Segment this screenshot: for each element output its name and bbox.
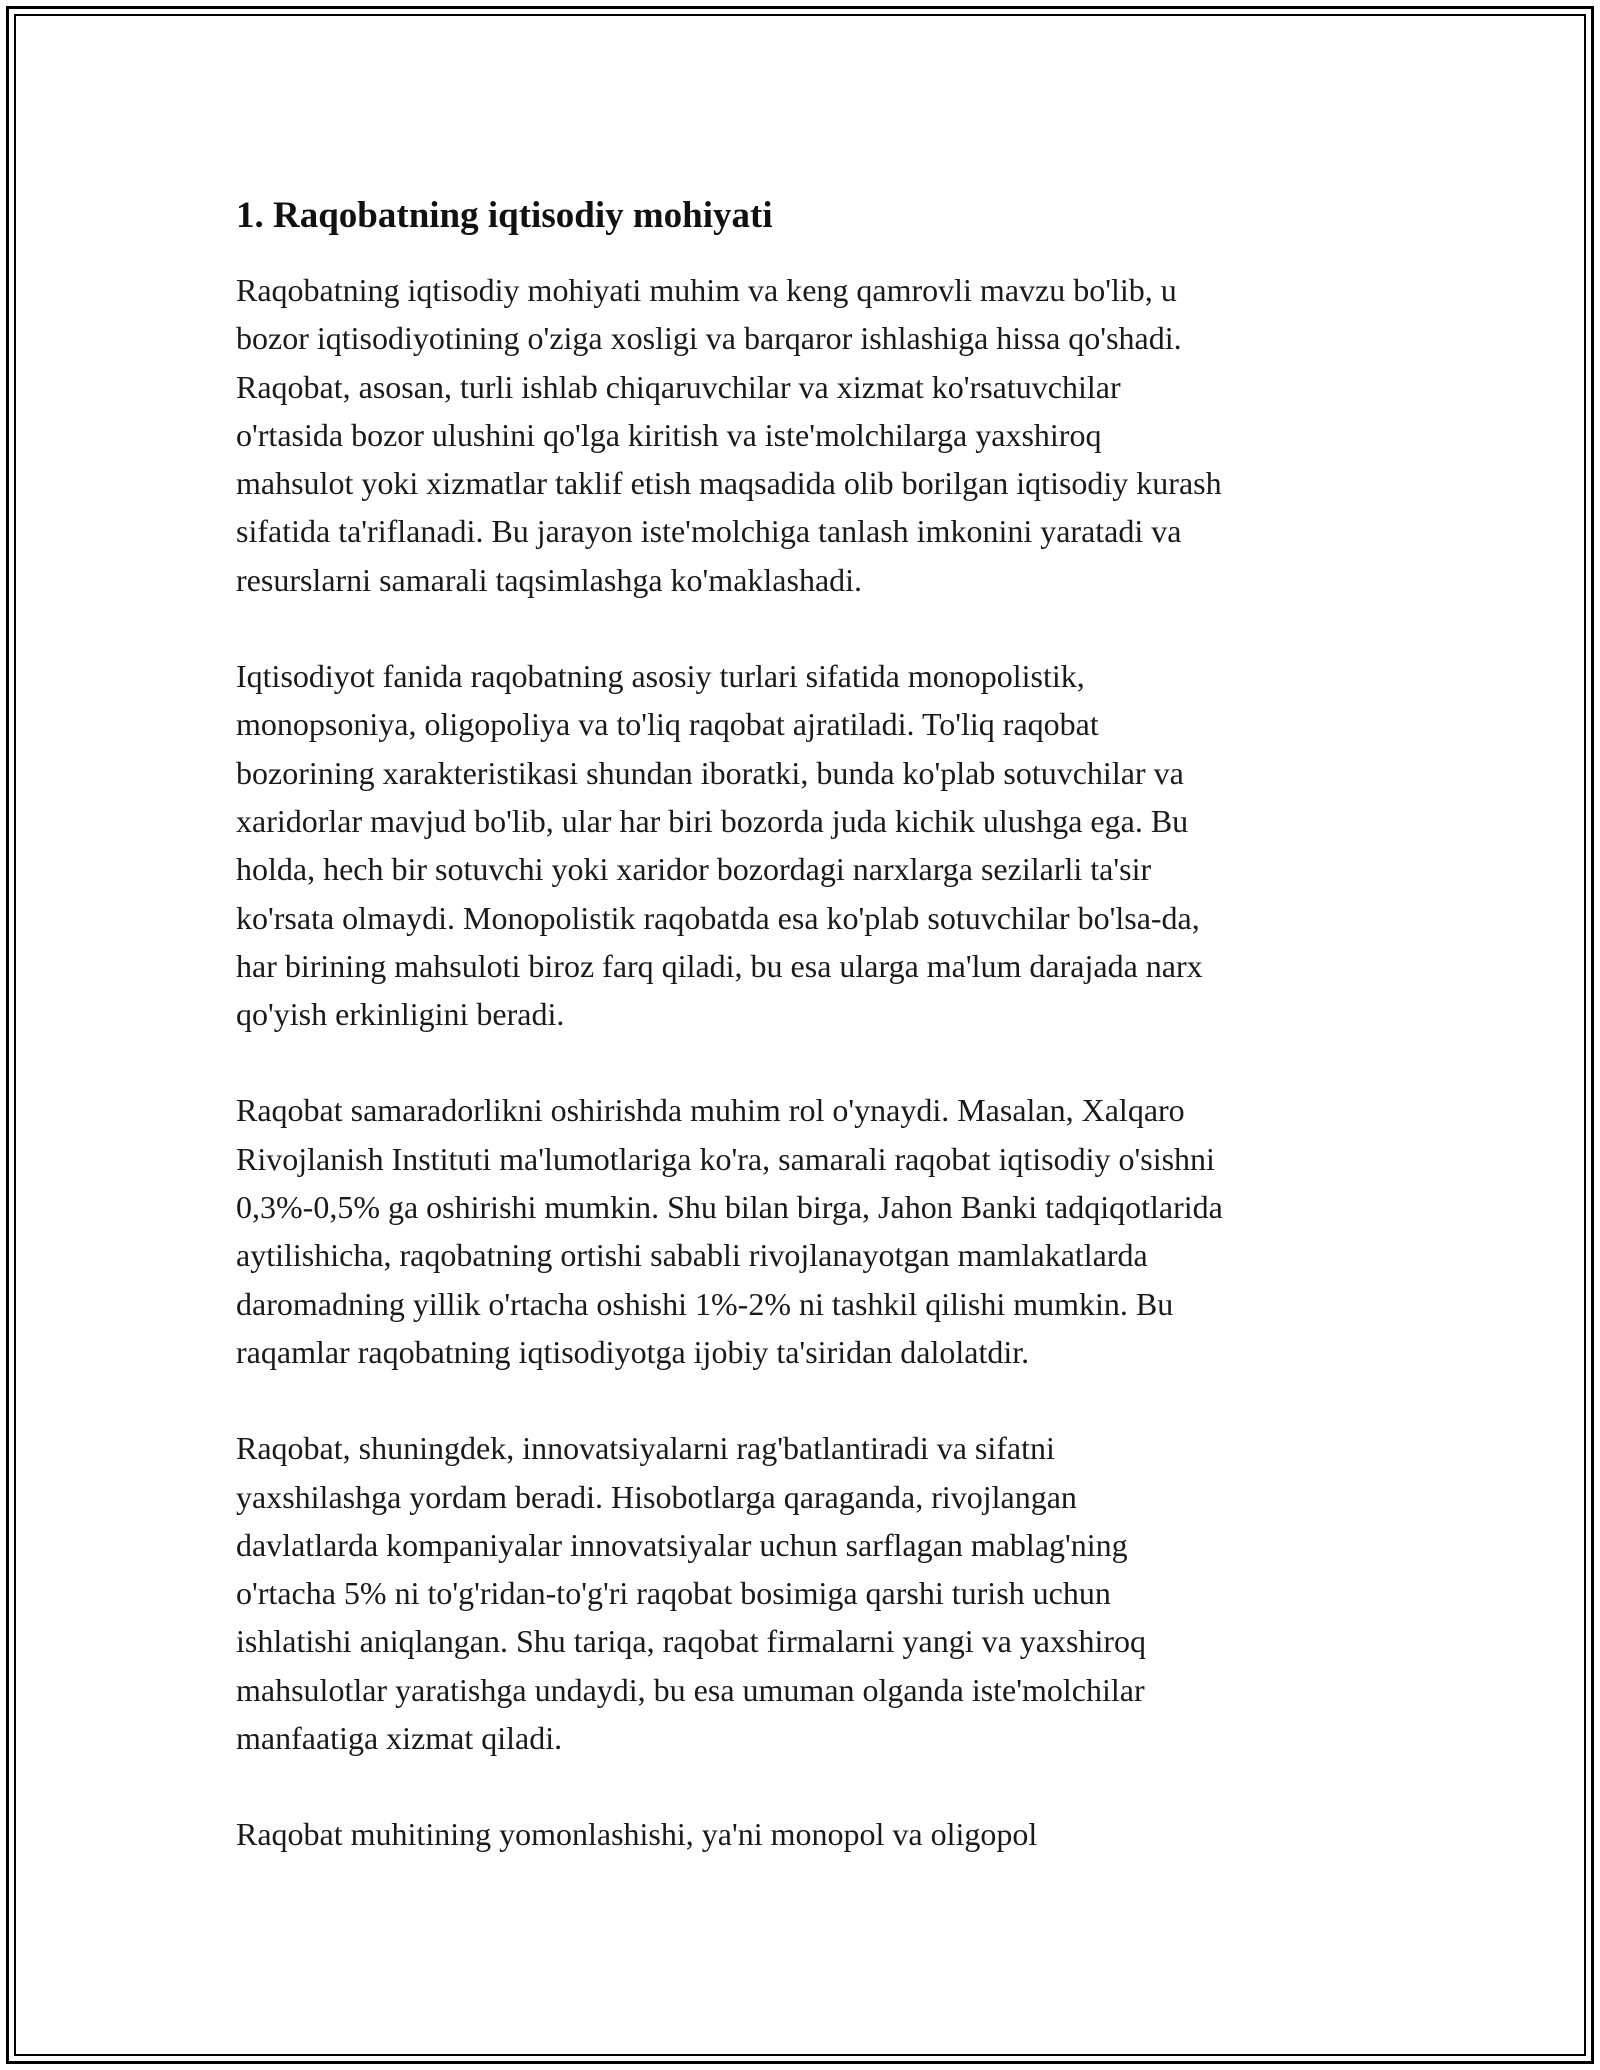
section-title: 1. Raqobatning iqtisodiy mohiyati xyxy=(236,195,773,236)
paragraph-2: Iqtisodiyot fanida raqobatning asosiy turlari sifatida monopolistik, monopsoniya, oligopoliya va to'liq raqobat ajratiladi. To'liq raqobat bozorining xarakteristikasi shundan iboratki, bunda ko'plab sotuvchilar va xaridorlar mavjud bo'lib, ular har biri bozorda juda kichik ulushga ega. Bu holda, hech bir sotuvchi yoki xaridor bozordagi narxlarga sezilarli ta'sir ko'rsata olmaydi. Monopolistik raqobatda esa ko'plab sotuvchilar bo'lsa-da, har birining mahsuloti biroz farq qiladi, bu esa ularga ma'lum darajada narx qo'yish erkinligini beradi. xyxy=(236,658,1203,1033)
paragraph-4: Raqobat, shuningdek, innovatsiyalarni rag'batlantiradi va sifatni yaxshilashga yordam beradi. Hisobotlarga qaraganda, rivojlangan davlatlarda kompaniyalar innovatsiyalar uchun sarflagan mablag'ning o'rtacha 5% ni to'g'ridan-to'g'ri raqobat bosimiga qarshi turish uchun ishlatishi aniqlangan. Shu tariqa, raqobat firmalarni yangi va yaxshiroq mahsulotlar yaratishga undaydi, bu esa umuman olganda iste'molchilar manfaatiga xizmat qiladi. xyxy=(236,1430,1146,1757)
paragraph-3: Raqobat samaradorlikni oshirishda muhim rol o'ynaydi. Masalan, Xalqaro Rivojlanish Instituti ma'lumotlariga ko'ra, samarali raqobat iqtisodiy o'sishni 0,3%-0,5% ga oshirishi mumkin. Shu bilan birga, Jahon Banki tadqiqotlarida aytilishicha, raqobatning ortishi sababli rivojlanayotgan mamlakatlarda daromadning yillik o'rtacha oshishi 1%-2% ni tashkil qilishi mumkin. Bu raqamlar raqobatning iqtisodiyotga ijobiy ta'siridan dalolatdir. xyxy=(236,1092,1223,1370)
document-body xyxy=(236,188,1376,1907)
paragraph-1: Raqobatning iqtisodiy mohiyati muhim va keng qamrovli mavzu bo'lib, u bozor iqtisodiyotining o'ziga xosligi va barqaror ishlashiga hissa qo'shadi. Raqobat, asosan, turli ishlab chiqaruvchilar va xizmat ko'rsatuvchilar o'rtasida bozor ulushini qo'lga kiritish va iste'molchilarga yaxshiroq mahsulot yoki xizmatlar taklif etish maqsadida olib borilgan iqtisodiy kurash sifatida ta'riflanadi. Bu jarayon iste'molchiga tanlash imkonini yaratadi va resurslarni samarali taqsimlashga ko'maklashadi. xyxy=(236,272,1222,598)
paragraph-5: Raqobat muhitining yomonlashishi, ya'ni monopol va oligopol xyxy=(236,1816,1038,1853)
